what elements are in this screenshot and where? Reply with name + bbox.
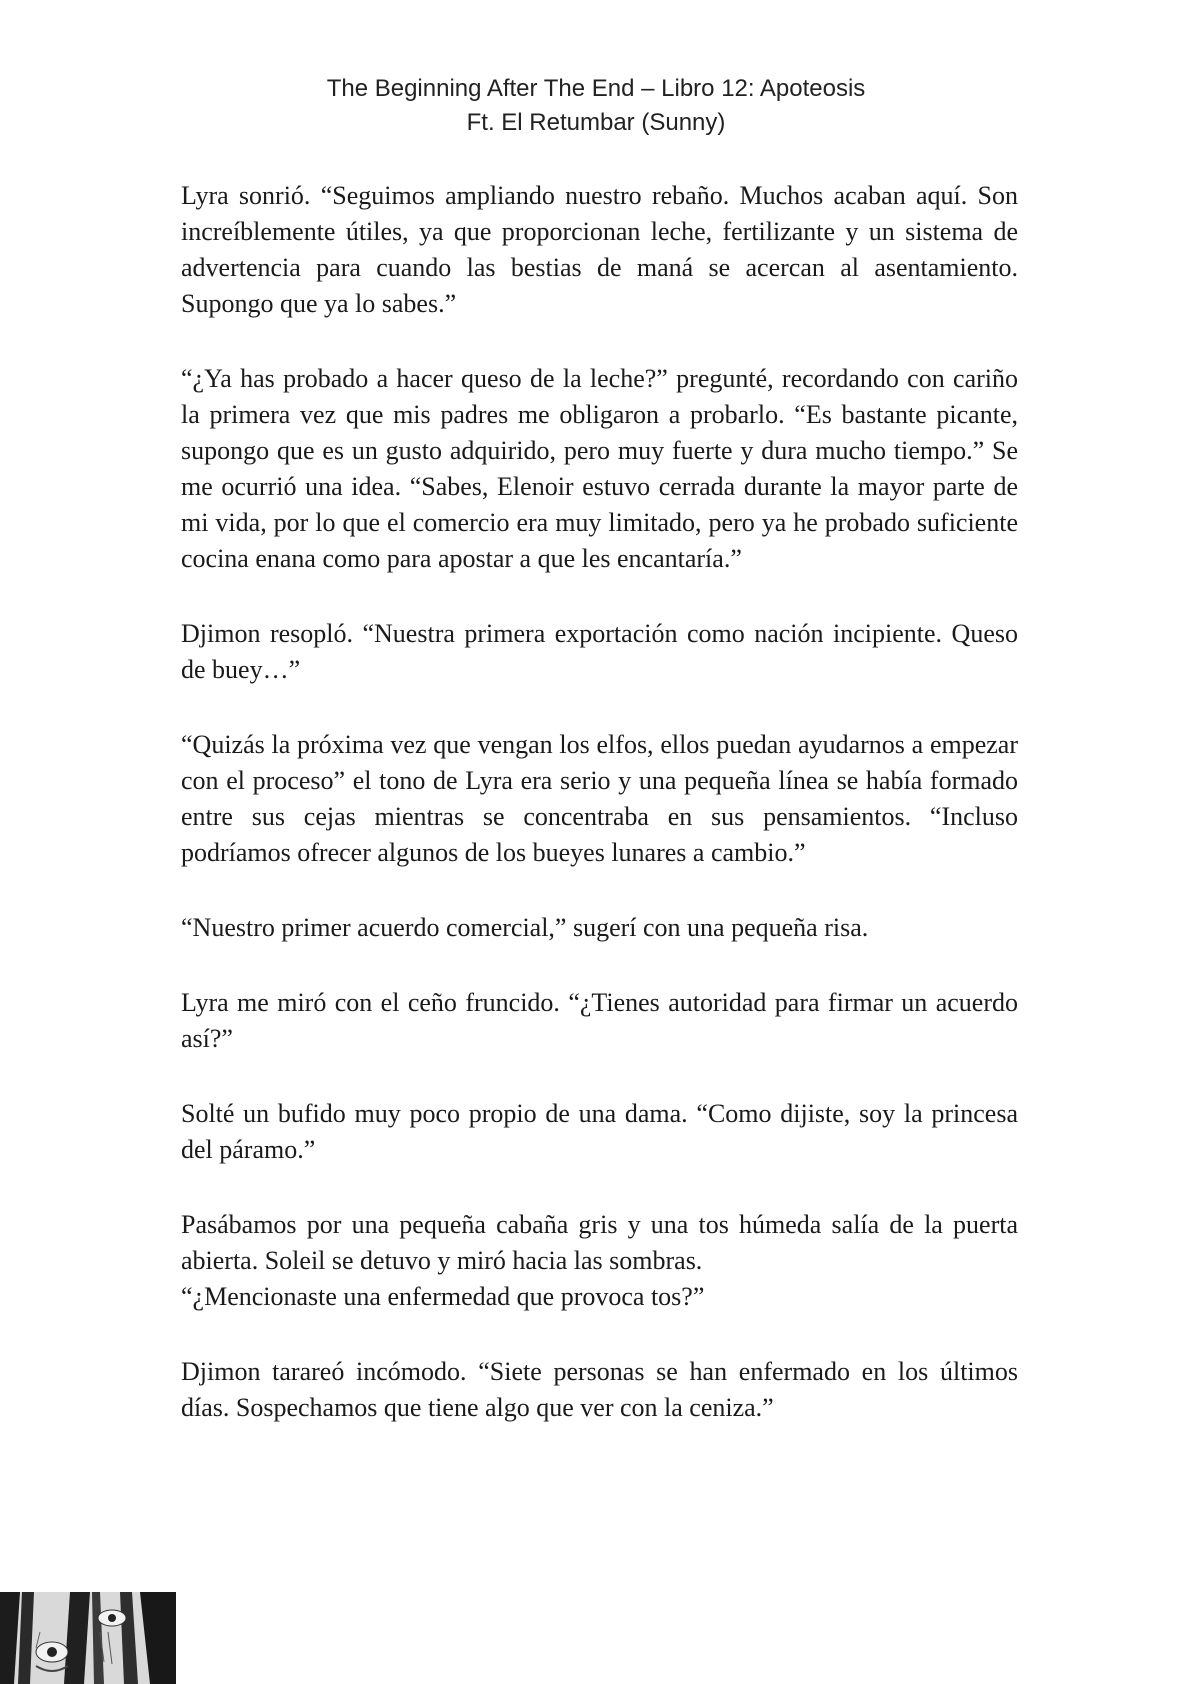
corner-illustration: [0, 1592, 176, 1684]
paragraph: “Nuestro primer acuerdo comercial,” sugerí con una pequeña risa.: [181, 913, 869, 942]
paragraph: Solté un bufido muy poco propio de una dama. “Como dijiste, soy la princesa del páramo.”: [181, 1099, 1018, 1164]
paragraph: “¿Mencionaste una enfermedad que provoca tos?”: [181, 1282, 705, 1311]
paragraph: Lyra me miró con el ceño fruncido. “¿Tienes autoridad para firmar un acuerdo así?”: [181, 988, 1018, 1053]
paragraph: Djimon resopló. “Nuestra primera exportación como nación incipiente. Queso de buey…”: [181, 619, 1018, 684]
paragraph: Djimon tarareó incómodo. “Siete personas se han enfermado en los últimos días. Sospechamos que tiene algo que ver con la ceniza.”: [181, 1357, 1018, 1422]
page-body: [181, 178, 1018, 1465]
manga-portrait-image: [0, 1592, 176, 1684]
page-header: [0, 72, 1192, 140]
paragraph: “Quizás la próxima vez que vengan los elfos, ellos puedan ayudarnos a empezar con el proceso” el tono de Lyra era serio y una pequeña línea se había formado entre sus cejas mientras se concentraba en sus pensamientos. “Incluso podríamos ofrecer algunos de los bueyes lunares a cambio.”: [181, 730, 1018, 867]
paragraph: Pasábamos por una pequeña cabaña gris y una tos húmeda salía de la puerta abierta. Soleil se detuvo y miró hacia las sombras.: [181, 1210, 1018, 1275]
header-title: The Beginning After The End – Libro 12: Apoteosis: [326, 75, 866, 102]
paragraph: “¿Ya has probado a hacer queso de la leche?” pregunté, recordando con cariño la primera vez que mis padres me obligaron a probarlo. “Es bastante picante, supongo que es un gusto adquirido, pero muy fuerte y dura mucho tiempo.” Se me ocurrió una idea. “Sabes, Elenoir estuvo cerrada durante la mayor parte de mi vida, por lo que el comercio era muy limitado, pero ya he probado suficiente cocina enana como para apostar a que les encantaría.”: [181, 364, 1018, 573]
paragraph: Lyra sonrió. “Seguimos ampliando nuestro rebaño. Muchos acaban aquí. Son increíblemente útiles, ya que proporcionan leche, fertilizante y un sistema de advertencia para cuando las bestias de maná se acercan al asentamiento. Supongo que ya lo sabes.”: [181, 181, 1018, 318]
header-subtitle: Ft. El Retumbar (Sunny): [466, 109, 726, 136]
